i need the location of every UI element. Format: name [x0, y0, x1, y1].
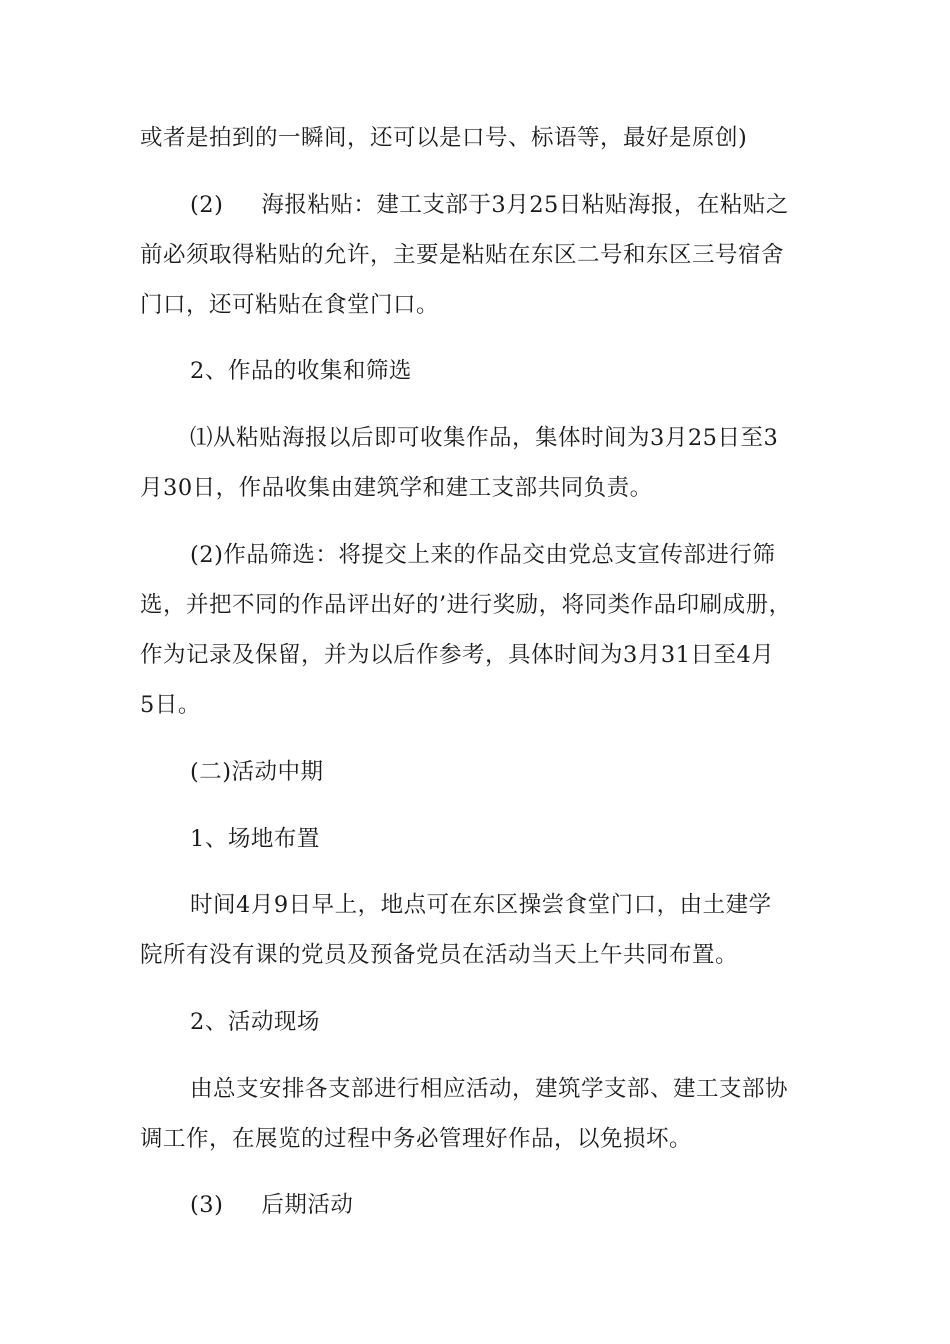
paragraph-line: 海报粘贴：建工支部于3月25日粘贴海报，在粘贴之 [261, 192, 789, 218]
paragraph-line: ⑴从粘贴海报以后即可收集作品，集体时间为3月25日至3 [190, 425, 779, 451]
paragraph-line: 或者是拍到的一瞬间，还可以是口号、标语等，最好是原创) [140, 125, 748, 151]
section-heading: 2、活动现场 [190, 1009, 320, 1035]
section-heading-later [190, 1190, 353, 1220]
paragraph-line: 选，并把不同的作品评出好的’进行奖励，将同类作品印刷成册， [140, 592, 792, 618]
paragraph-line: 由总支安排各支部进行相应活动，建筑学支部、建工支部协 [190, 1076, 789, 1102]
paragraph-line: 院所有没有课的党员及预备党员在活动当天上午共同布置。 [140, 942, 739, 968]
paragraph-line: 调工作，在展览的过程中务必管理好作品，以免损坏。 [140, 1126, 693, 1152]
paragraph-line: (2)作品筛选：将提交上来的作品交由党总支宣传部进行筛 [190, 542, 776, 568]
section-heading: 1、场地布置 [190, 826, 320, 852]
list-marker: (2) [190, 192, 224, 218]
list-marker: (3) [190, 1192, 224, 1218]
heading-text: 后期活动 [261, 1192, 354, 1218]
paragraph-line: 月30日，作品收集由建筑学和建工支部共同负责。 [140, 475, 653, 501]
section-heading: (二)活动中期 [190, 759, 324, 785]
paragraph-line: 时间4月9日早上，地点可在东区操尝食堂门口，由土建学 [190, 892, 772, 918]
paragraph-line: 5日。 [140, 692, 201, 718]
paragraph-line: 作为记录及保留，并为以后作参考，具体时间为3月31日至4月 [140, 642, 775, 668]
paragraph-line: 前必须取得粘贴的允许，主要是粘贴在东区二号和东区三号宿舍 [140, 242, 785, 268]
list-item-poster [190, 190, 789, 220]
section-heading: 2、作品的收集和筛选 [190, 358, 412, 384]
paragraph-line: 门口，还可粘贴在食堂门口。 [140, 292, 440, 318]
